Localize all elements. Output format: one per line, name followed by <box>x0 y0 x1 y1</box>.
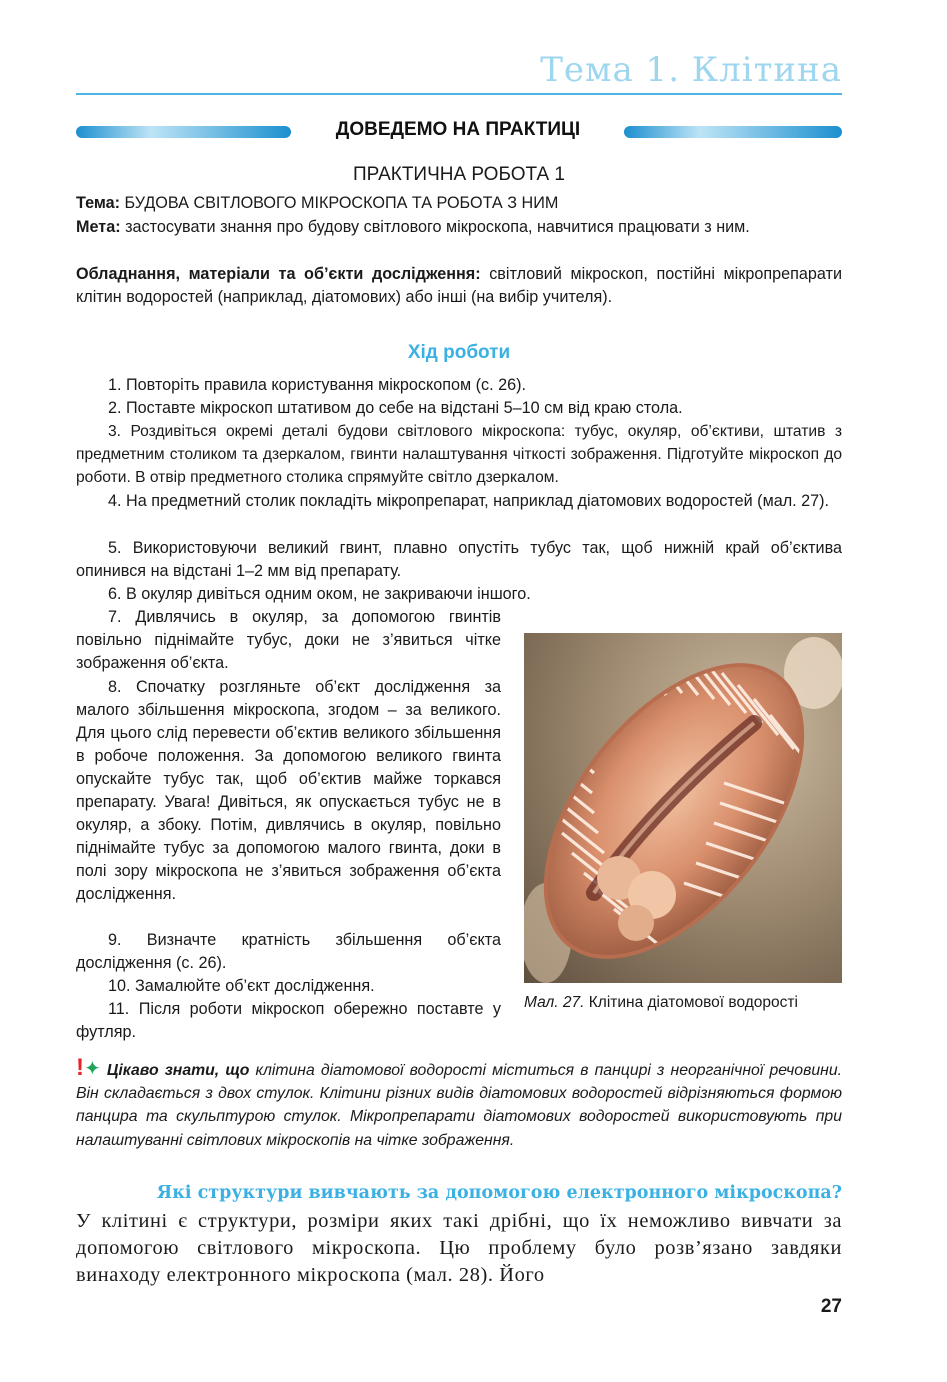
caption-label: Мал. 27. <box>524 994 585 1011</box>
topic-line <box>76 192 842 215</box>
step-4: 4. На предметний столик покладіть мікропрепарат, наприклад діатомових водоростей (мал. 27). <box>108 492 830 510</box>
header-rule <box>76 93 842 95</box>
step-9: 9. Визначте кратність збільшення об’єкта дослідження (с. 26). <box>76 931 501 972</box>
step-2: 2. Поставте мікроскоп штативом до себе на відстані 5–10 см від краю стола. <box>108 399 683 417</box>
figure-caption <box>524 992 842 1013</box>
star-icon: ✦ <box>84 1058 101 1080</box>
diatom-figure <box>524 633 842 983</box>
equipment-text: світловий мікроскоп, постійні мікропрепарати клітин водоростей (наприклад, діатомових) або інші (на вибір учителя). <box>76 265 843 306</box>
note-text: клітина діатомової водорості міститься в панцирі з неорганічної речовини. Він складається з двох стулок. Клітини різних видів діатомових водоростей відрізняються формою панцира та скульптурою стулок. Мікропрепарати діатомових водоростей використовують при налаштуванні світлових мікроскопів на чітке зображення. <box>76 1062 842 1149</box>
body-paragraph: У клітині є структури, розміри яких такі дрібні, що їх неможливо вивчати за допомогою світлового мікроскопа. Цю проблему було розв’язано завдяки винаходу електронного мікроскопа (мал. 28). Його <box>76 1210 842 1286</box>
topic-header: Тема 1. Клітина <box>540 50 842 90</box>
caption-text: Клітина діатомової водорості <box>584 994 798 1011</box>
step-6: 6. В окуляр дивіться одним оком, не закриваючи іншого. <box>108 585 531 603</box>
banner-bar-right <box>624 126 842 138</box>
procedure-heading: Хід роботи <box>407 342 511 363</box>
diatom-image <box>524 633 842 983</box>
goal-text: застосувати знання про будову світлового мікроскопа, навчитися працювати з ним. <box>120 218 750 236</box>
step-3: 3. Роздивіться окремі деталі будови світлового мікроскопа: тубус, окуляр, об’єктиви, штатив з предметним столиком та дзеркалом, гвинти налаштування чіткості зображення. Підготуйте мікроскоп до роботи. В отвір предметного столика спрямуйте світло дзеркалом. <box>76 423 842 486</box>
section-question: Які структури вивчають за допомогою електронного мікроскопа? <box>156 1183 842 1203</box>
goal-line <box>76 216 842 239</box>
exclamation-icon: ! <box>76 1054 84 1081</box>
step-10: 10. Замалюйте об’єкт дослідження. <box>108 977 375 995</box>
fact-note <box>76 1056 842 1152</box>
page-number: 27 <box>820 1296 842 1317</box>
note-lead: Цікаво знати, що <box>106 1062 250 1079</box>
topic-text: БУДОВА СВІТЛОВОГО МІКРОСКОПА ТА РОБОТА З НИМ <box>120 194 559 212</box>
step-5: 5. Використовуючи великий гвинт, плавно опустіть тубус так, щоб нижній край об’єктива опинився на відстані 1–2 мм від препарату. <box>76 539 842 580</box>
step-1: 1. Повторіть правила користування мікроскопом (с. 26). <box>108 376 527 394</box>
step-11: 11. Після роботи мікроскоп обережно поставте у футляр. <box>76 1000 501 1041</box>
goal-label: Мета: <box>76 218 121 236</box>
equipment-paragraph <box>76 263 842 309</box>
banner-title: ДОВЕДЕМО НА ПРАКТИЦІ <box>298 119 618 141</box>
step-7: 7. Дивлячись в окуляр, за допомогою гвинтів повільно піднімайте тубус, доки не з’явиться чітке зображення об’єкта. <box>76 608 501 672</box>
work-title: ПРАКТИЧНА РОБОТА 1 <box>353 164 565 185</box>
equipment-label: Обладнання, матеріали та об’єкти дослідження: <box>76 265 481 283</box>
section-banner <box>76 117 842 149</box>
banner-bar-left <box>76 126 291 138</box>
step-8: 8. Спочатку розгляньте об’єкт дослідження за малого збільшення мікроскопа, згодом – за великого. Для цього слід перевести об’єктив великого збільшення в робоче положення. За допомогою великого гвинта опускайте тубус так, щоб об’єктив майже торкався препарату. Увага! Дивіться, як опускається тубус не в окуляр, а збоку. Потім, дивлячись в окуляр, повільно піднімайте тубус за допомогою малого гвинта, доки в полі зору мікроскопа не з’явиться зображення об’єкта дослідження. <box>76 678 501 903</box>
topic-label: Тема: <box>76 194 121 212</box>
